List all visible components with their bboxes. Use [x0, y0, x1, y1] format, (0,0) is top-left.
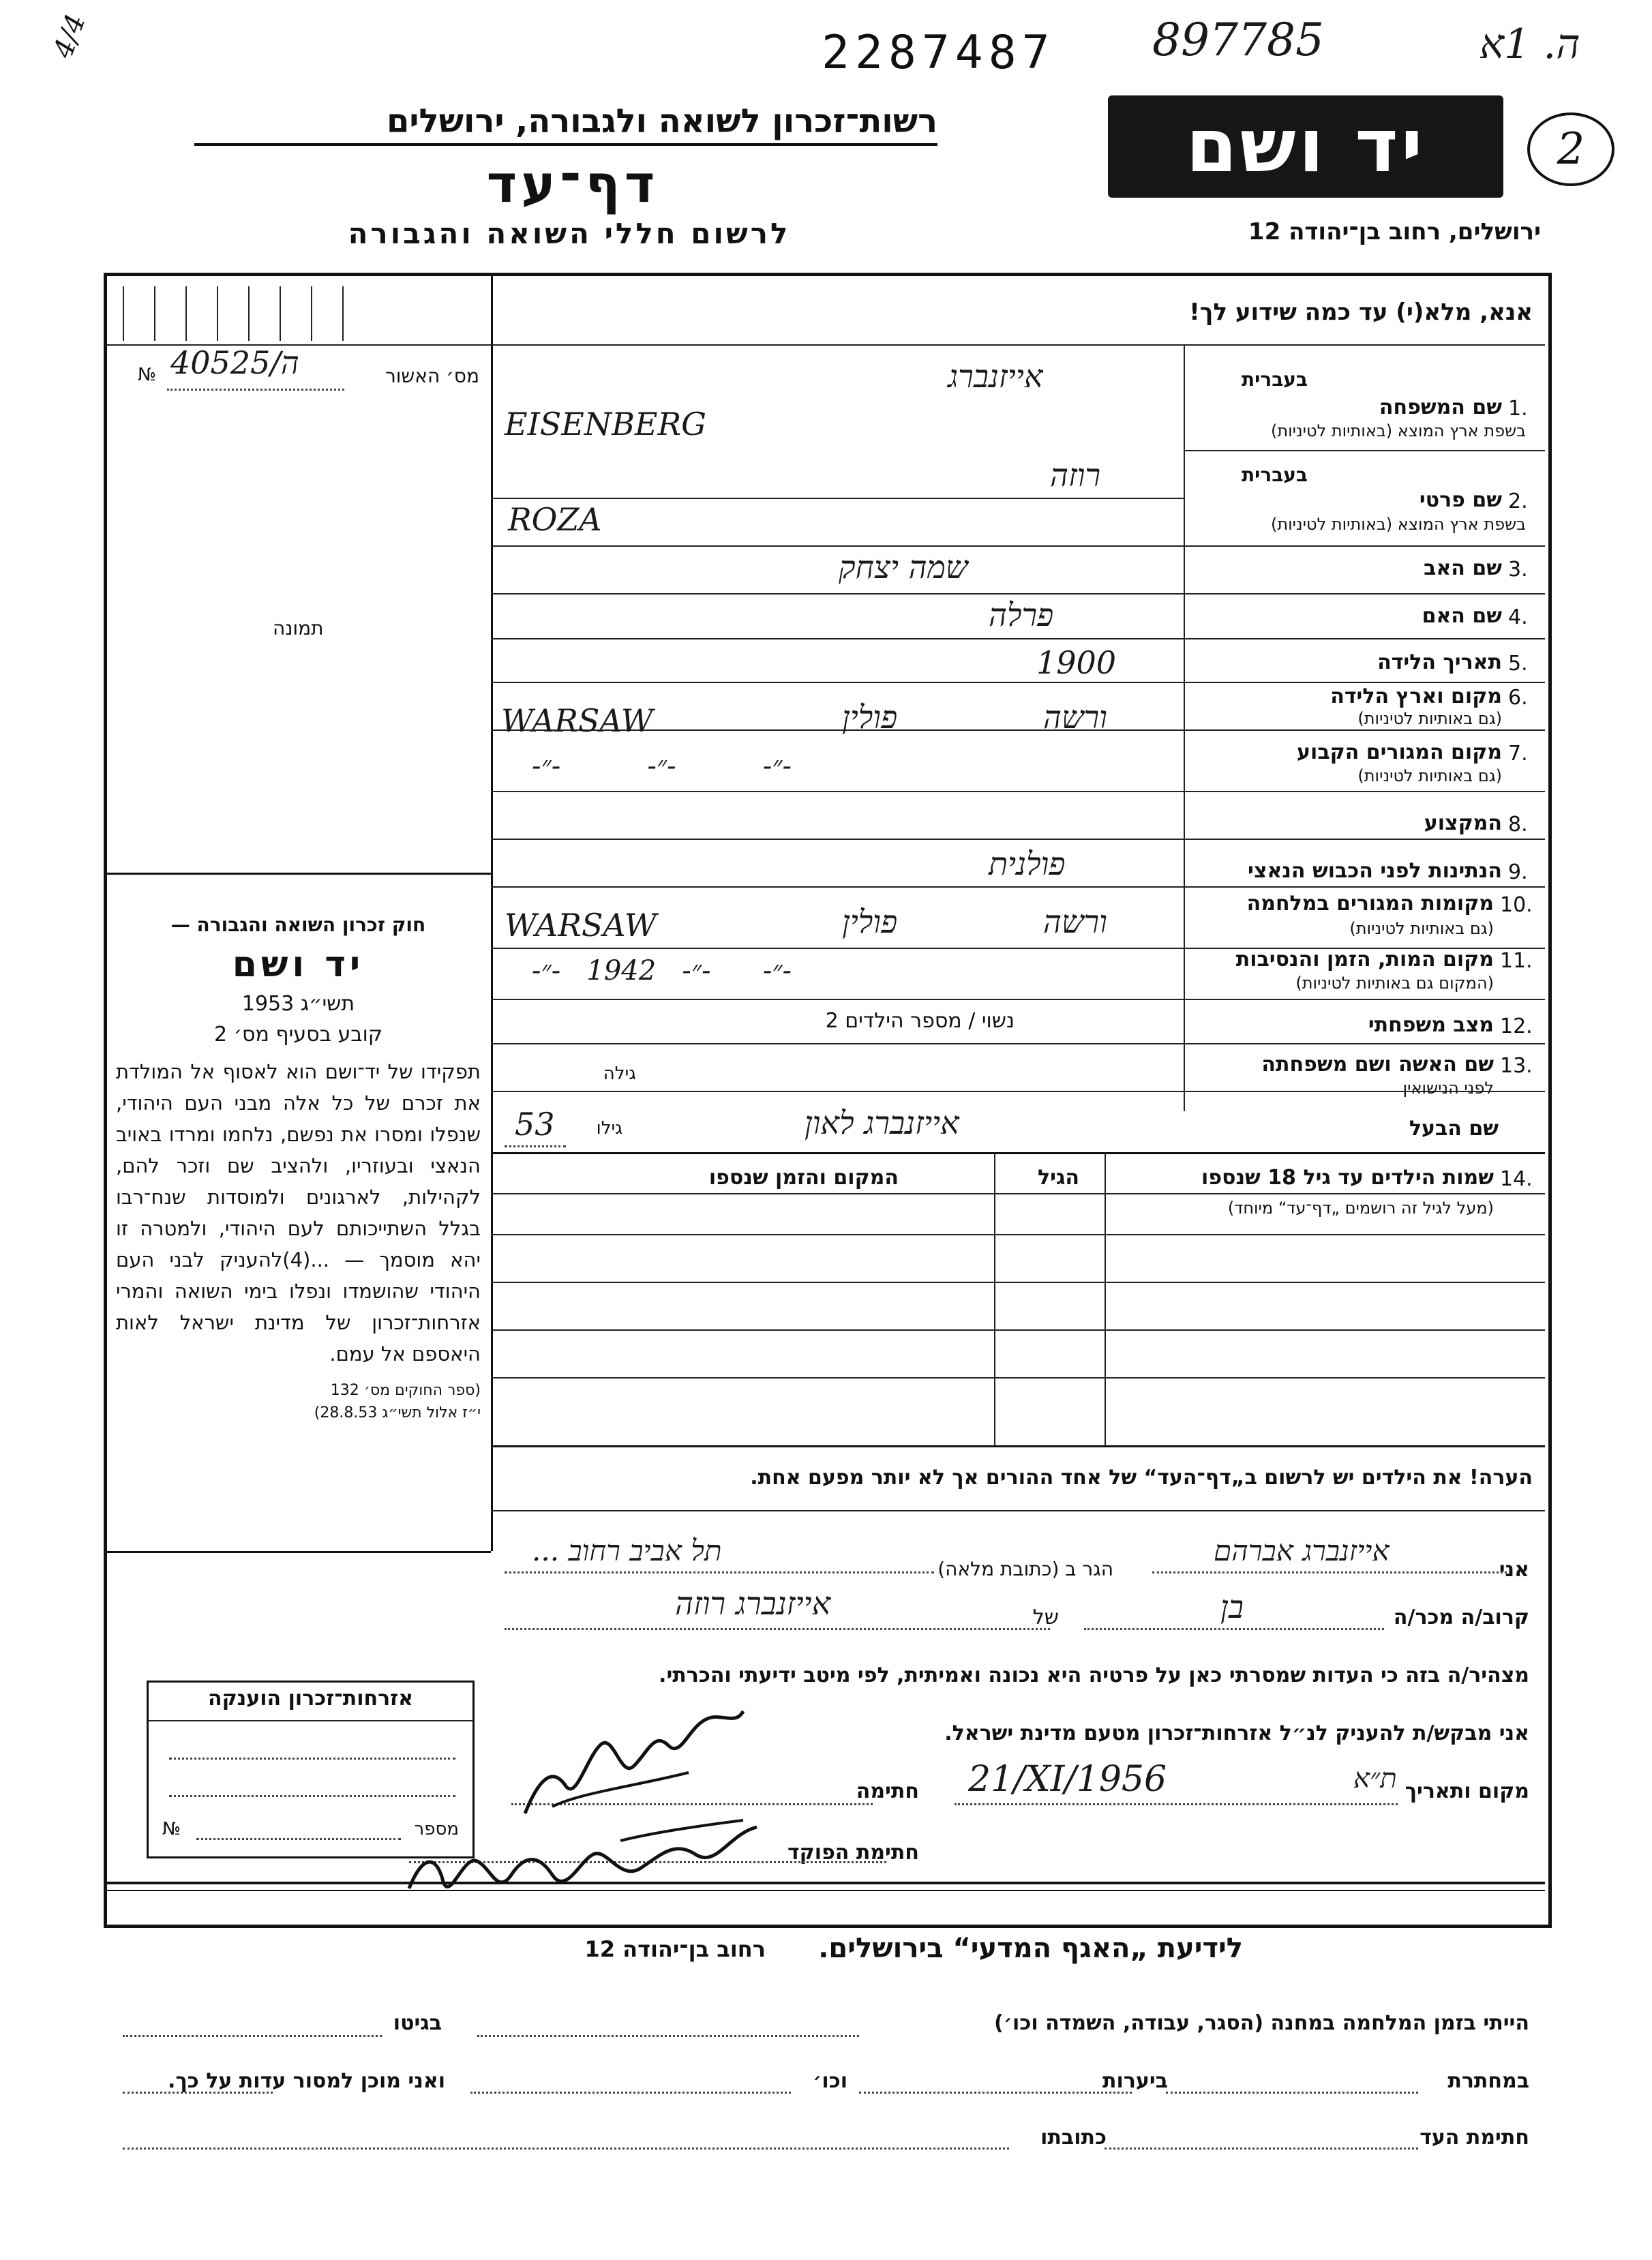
field-6-number: 6. — [1508, 686, 1528, 710]
declaration-request: אני מבקש/ת להעניק לנ״ל אזרחות־זכרון מטעם מדינת ישראל. — [944, 1721, 1529, 1745]
field-1-tag: בעברית — [1241, 368, 1308, 391]
declarant-address: תל אביב רחוב ... — [532, 1534, 722, 1567]
registration-no-label: № — [138, 365, 157, 385]
field-1-label: שם המשפחה — [1379, 395, 1502, 419]
field-5-label: תאריך הלידה — [1377, 650, 1502, 674]
field-2-label: שם פרטי — [1419, 488, 1502, 512]
field-3-number: 3. — [1508, 558, 1528, 582]
field-9-label: הנתינות לפני הכבוש הנאצי — [1248, 859, 1502, 883]
field-4-number: 4. — [1508, 605, 1528, 629]
firstname-latin: ROZA — [508, 501, 602, 538]
form-title: דף־עד — [486, 153, 659, 214]
yad-vashem-logo — [1108, 95, 1503, 198]
birth-country: פולין — [842, 699, 898, 736]
etc-label: וכו׳ — [813, 2069, 847, 2093]
surname-hebrew: אייזנברג — [948, 358, 1043, 395]
field-4-label: שם האם — [1422, 604, 1502, 628]
note: הערה! את הילדים יש לרשום ב„דף־העד“ של אחד ההורים אך לא יותר מפעם אחת. — [750, 1466, 1533, 1490]
husband-age: 53 — [515, 1106, 555, 1143]
field-9-number: 9. — [1508, 860, 1528, 884]
birth-place-latin: WARSAW — [501, 702, 653, 739]
birth-date: 1900 — [1036, 644, 1117, 681]
signature-label: חתימה — [856, 1779, 919, 1803]
children-label: שמות הילדים עד גיל 18 שנספו — [1201, 1166, 1494, 1190]
officer-label: חתימת הפוקד — [787, 1841, 919, 1865]
wife-age-label: גילה — [603, 1064, 636, 1084]
checkbox-strip — [109, 280, 488, 341]
field-12-label: מצב משפחתי — [1368, 1013, 1494, 1037]
declaration-ani: אני — [1499, 1558, 1529, 1582]
forests-label: ביערות — [1102, 2069, 1168, 2093]
field-6-label: מקום וארץ הלידה — [1330, 684, 1502, 708]
field-2-number: 2. — [1508, 489, 1528, 513]
field-12-number: 12. — [1500, 1014, 1533, 1038]
resides-label: הגר ב (כתובת מלאה) — [937, 1558, 1113, 1580]
law-box — [116, 914, 481, 1421]
mother-name: פרלה — [989, 597, 1054, 633]
citizenship-title: אזרחות־זכרון הוענקה — [207, 1687, 414, 1711]
field-13-label: שם האשה ושם משפחתה — [1261, 1053, 1494, 1076]
field-13-number: 13. — [1500, 1054, 1533, 1078]
field-14-number: 14. — [1500, 1167, 1533, 1191]
field-7-number: 7. — [1508, 742, 1528, 766]
field-7-label: מקום המגורים הקבוע — [1297, 740, 1502, 764]
declarant-signature — [511, 1704, 757, 1827]
firstname-hebrew: רוזה — [1050, 457, 1101, 494]
field-5-number: 5. — [1508, 652, 1528, 676]
field-2-sub: בשפת ארץ המוצא (באותיות לטיניות) — [1271, 515, 1526, 534]
wartime-country: פולין — [842, 903, 898, 940]
declaration-statement: מצהיר/ה בזה כי העדות שמסרתי כאן על פרטיה היא נכונה ואמיתית, לפי מיטב ידיעתי והכרתי. — [659, 1663, 1529, 1687]
field-11-sub: (המקום גם באותיות לטיניות) — [1295, 974, 1494, 993]
declarant-name: אייזנברג אברהם — [1214, 1534, 1390, 1567]
children-sub: (מעל לגיל זה רושמים „דף־עד“ מיוחד) — [1227, 1199, 1494, 1218]
field-7-sub: (גם באותיות לטיניות) — [1357, 766, 1502, 785]
marital-status: נשוי / מספר הילדים 2 — [825, 1009, 1015, 1033]
field-6-sub: (גם באותיות לטיניות) — [1357, 709, 1502, 728]
field-10-sub: (גם באותיות לטיניות) — [1349, 919, 1494, 938]
children-age-header: הגיל — [1038, 1166, 1079, 1190]
citizenship-number-label: מספר — [414, 1819, 459, 1839]
surname-latin: EISENBERG — [505, 406, 706, 442]
field-1-sub: בשפת ארץ המוצא (באותיות לטיניות) — [1271, 421, 1526, 440]
page-number: 2 — [1557, 124, 1585, 175]
law-ref-2: י״ז אלול תשי״ג 28.8.53) — [314, 1404, 481, 1421]
testimony-willing: ואני מוכן למסור עדות על כך. — [168, 2069, 445, 2093]
wartime-city: ורשה — [1043, 903, 1107, 940]
institution-name: רשות־זכרון לשואה ולגבורה, ירושלים — [194, 102, 937, 146]
registration-number: 40525/ה — [170, 344, 299, 381]
margin-scribble: 4/4 — [47, 10, 92, 63]
relation-label: קרוב/ה מכר/ה — [1393, 1606, 1529, 1629]
field-10-label: מקומות המגורים במלחמה — [1246, 892, 1494, 916]
children-place-header: המקום והזמן שנספו — [708, 1166, 899, 1190]
citizenship-no-label: № — [162, 1819, 181, 1839]
underground-label: במחתרת — [1447, 2069, 1529, 2093]
of-label: של — [1032, 1606, 1059, 1629]
law-ref-1: (ספר החוקים מס׳ 132 — [330, 1382, 481, 1399]
husband-name: אייזנברג לאון — [805, 1104, 959, 1141]
citizenship: פולנית — [989, 845, 1066, 882]
form-subtitle: לרשום חללי השואה והגבורה — [348, 217, 791, 250]
husband-label: שם הבעל — [1409, 1117, 1499, 1141]
field-10-number: 10. — [1500, 893, 1533, 917]
citizenship-box — [147, 1681, 475, 1858]
husband-age-label: גילו — [596, 1118, 622, 1139]
logo-text: יד ושם — [1186, 104, 1426, 189]
corner-note: ה. 1א — [1480, 20, 1580, 68]
law-clause: קובע בסעיף מס׳ 2 — [213, 1023, 383, 1046]
field-2-tag: בעברית — [1241, 464, 1308, 486]
birth-city: ורשה — [1043, 699, 1107, 736]
bottom-title: לידיעת „האגף המדעי“ בירושלים. — [818, 1933, 1243, 1964]
bottom-address: רחוב בן־יהודה 12 — [584, 1936, 766, 1962]
law-title: חוק זכרון השואה והגבורה — — [170, 914, 426, 936]
place-date-label: מקום ותאריך — [1405, 1779, 1529, 1803]
father-name: שמה יצחק — [839, 549, 968, 586]
ghetto-label: בגיטו — [393, 2011, 442, 2035]
photo-label: תמונה — [273, 617, 324, 639]
death-details: -״- -״- 1942 -״- — [532, 955, 792, 986]
law-body: תפקידו של יד־ושם הוא לאסוף אל המולדת את זכרם של כל אלה מבני העם היהודי, שנפלו ומסרו את נפשם, נלחמו ומרדו באויב הנאצי ובעוזריו, ולהציב שם וזכר להם, לקהילות, לארגונים ולמוסדות שנח־רבו בגלל השתייכותם לעם היהודי, ולמטרה זו יהא מוסמך — ...(4)להעניק לבני העם היהודי שהושמדו ונפלו בימי השואה והמרי אזרחות־זכרון של מדינת ישראל לאות היאספם אל עמם. — [116, 1060, 481, 1366]
handwritten-number: 897785 — [1152, 14, 1324, 66]
witness-address-label: כתובתו — [1040, 2126, 1107, 2150]
field-8-label: המקצוע — [1424, 811, 1502, 835]
address: ירושלים, רחוב בן־יהודה 12 — [1248, 218, 1541, 245]
relation-value: בן — [1220, 1588, 1244, 1625]
witness-signature-label: חתימת העד — [1420, 2126, 1529, 2150]
instructions: אנא, מלא(י) עד כמה שידוע לך! — [1189, 299, 1533, 326]
registration-label: מס׳ האשור — [385, 365, 479, 387]
place-value: ת״א — [1353, 1763, 1397, 1794]
circled-page-number — [1527, 112, 1615, 186]
permanent-residence: -״- -״- -״- — [532, 751, 792, 782]
document-number: 2287487 — [822, 26, 1055, 80]
of-value: אייזנברג רוזה — [675, 1585, 831, 1622]
field-13-sub: לפני הנישואין — [1402, 1079, 1494, 1098]
law-year: תשי״ג 1953 — [241, 992, 355, 1016]
field-1-number: 1. — [1508, 397, 1528, 421]
field-3-label: שם האב — [1424, 556, 1502, 580]
field-8-number: 8. — [1508, 813, 1528, 837]
field-11-label: מקום המות, הזמן והנסיבות — [1235, 948, 1494, 971]
wartime-place-latin: WARSAW — [505, 907, 657, 944]
field-11-number: 11. — [1500, 949, 1533, 973]
camp-line-label: הייתי בזמן המלחמה במחנה (הסגר, עבודה, השמדה וכו׳) — [994, 2011, 1529, 2035]
date-value: 21/XI/1956 — [968, 1759, 1167, 1800]
law-name: יד ושם — [232, 944, 365, 985]
